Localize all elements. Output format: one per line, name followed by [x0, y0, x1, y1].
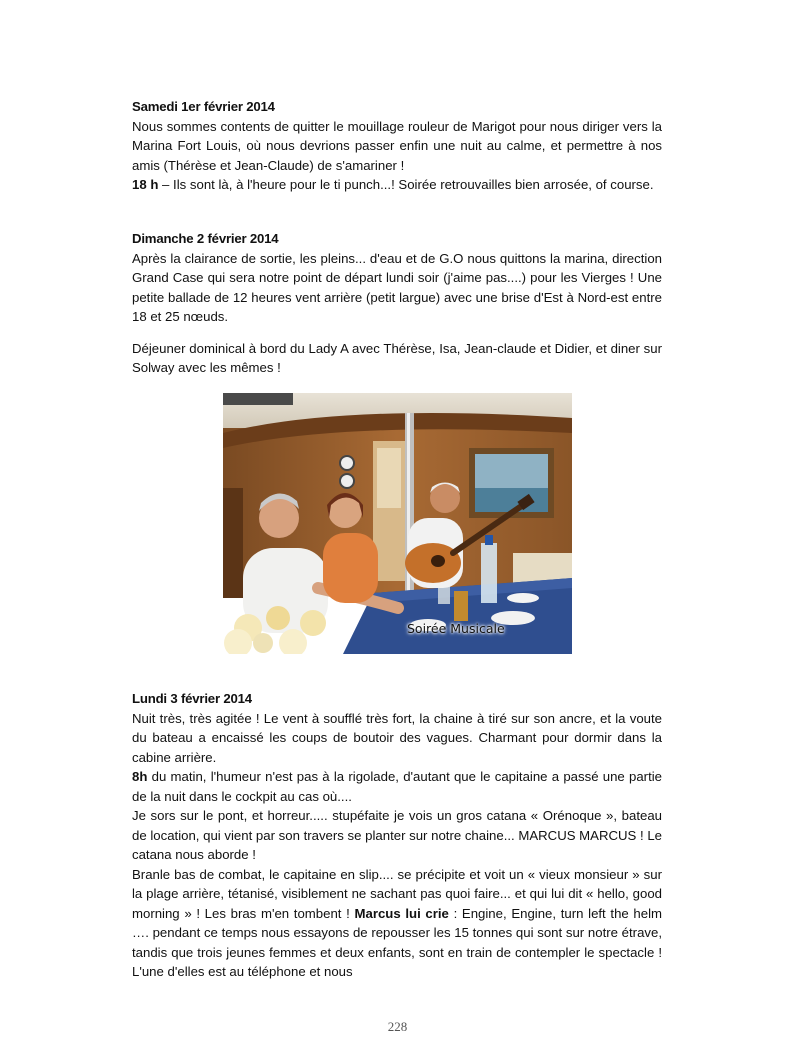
paragraph: 18 h – Ils sont là, à l'heure pour le ti punch...! Soirée retrouvailles bien arrosée, of course.	[132, 177, 654, 192]
page-number: 228	[387, 1019, 408, 1034]
section-monday	[132, 689, 662, 982]
paragraph: Branle bas de combat, le capitaine en slip.... se précipite et voit un « vieux monsieur » sur la plage arrière, tétanisé, visiblement ne sachant pas quoi faire... et qui lui dit « hello, good morning » ! Les bras m'en tombent ! Marcus lui crie : Engine, Engine, turn left the helm …. pendant ce temps nous essayons de repousser les 15 tonnes qui sont sur notre étrave, tandis que trois jeunes femmes et deux enfants, sont en train de contempler le spectacle ! L'une d'elles est au téléphone et nous	[132, 866, 663, 979]
section-heading: Dimanche 2 février 2014	[132, 231, 279, 246]
three-people-singing-with-guitar-in-cabin-icon	[223, 393, 572, 654]
section-heading: Samedi 1er février 2014	[132, 99, 275, 114]
paragraph: Déjeuner dominical à bord du Lady A avec Thérèse, Isa, Jean-claude et Didier, et diner sur Solway avec les mêmes !	[132, 340, 662, 375]
section-sunday	[132, 229, 662, 378]
photo-caption: Soirée Musicale	[407, 621, 505, 636]
paragraph: Après la clairance de sortie, les pleins... d'eau et de G.O nous quittons la marina, direction Grand Case qui sera notre point de départ lundi soir (j'aime pas....) pour les Vierges ! Une petite ballade de 12 heures vent arrière (petit largue) avec une brise d'Est à Nord-est entre 18 et 25 nœuds.	[132, 250, 662, 324]
paragraph: Nuit très, très agitée ! Le vent à soufflé très fort, la chaine à tiré sur son ancre, et la voute du bateau a encaissé les coups de boutoir des vagues. Charmant pour dormir dans la cabine arrière.	[132, 710, 662, 765]
section-saturday	[132, 97, 662, 195]
paragraph: 8h du matin, l'humeur n'est pas à la rigolade, d'autant que le capitaine a passé une partie de la nuit dans le cockpit au cas où....	[132, 769, 662, 804]
photo-soiree-musicale	[223, 393, 572, 654]
section-heading: Lundi 3 février 2014	[132, 691, 252, 706]
paragraph: Je sors sur le pont, et horreur..... stupéfaite je vois un gros catana « Orénoque », bateau de location, qui vient par son travers se planter sur notre chaine... MARCUS MARCUS ! Le catana nous aborde !	[132, 808, 662, 862]
paragraph: Nous sommes contents de quitter le mouillage rouleur de Marigot pour nous diriger vers la Marina Fort Louis, où nous devrions passer enfin une nuit au calme, et permettre à nos amis (Thérèse et Jean-Claude) de s'amariner !	[132, 118, 662, 173]
